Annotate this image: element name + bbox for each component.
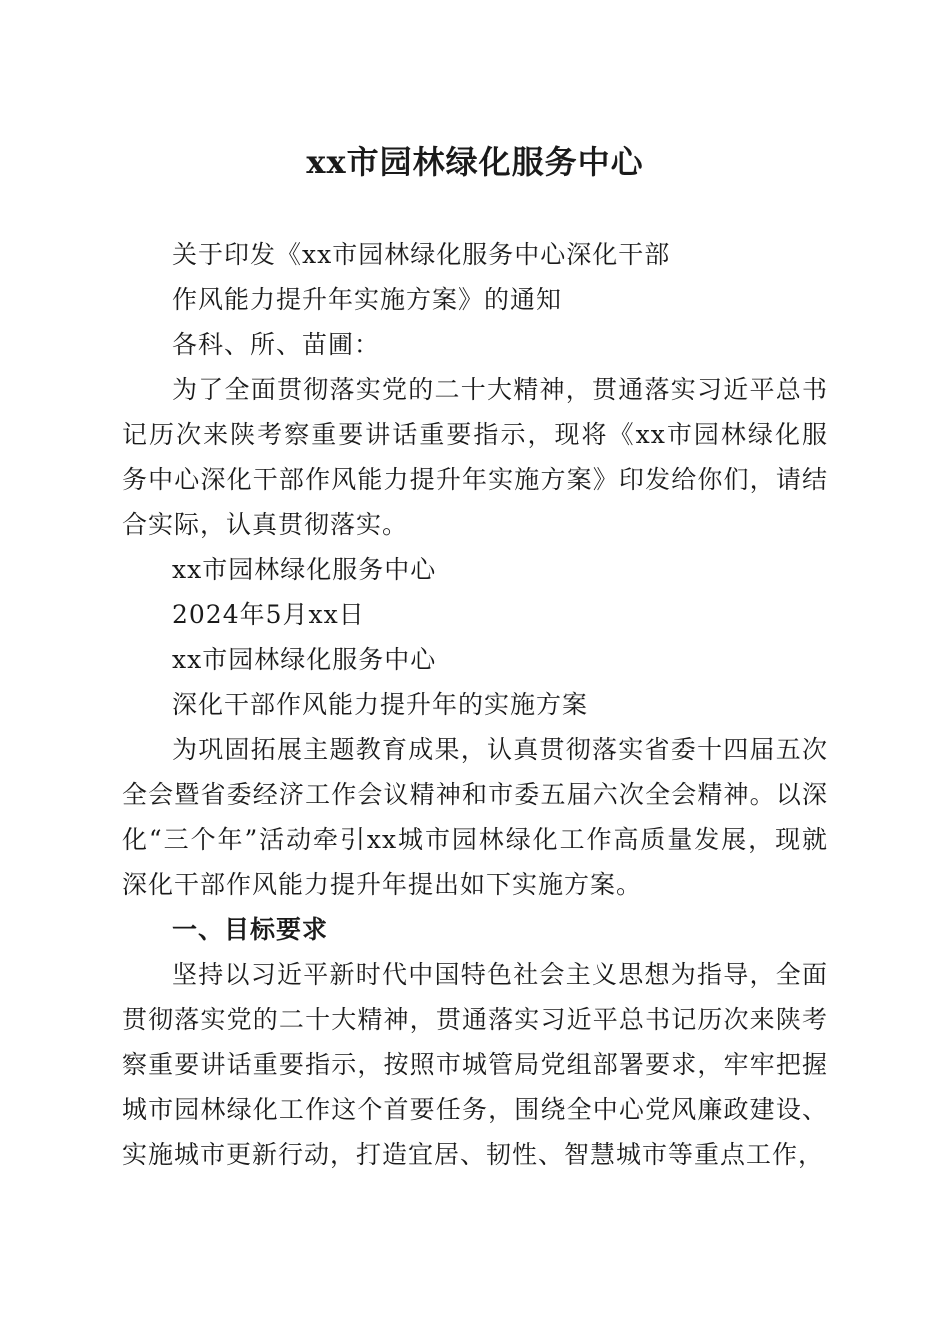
salutation: 各科、所、苗圃：	[172, 330, 381, 359]
plan-issuer-name: xx市园林绿化服务中心	[172, 645, 437, 674]
plan-title: 深化干部作风能力提升年的实施方案	[172, 690, 589, 719]
issue-date: 2024年5月xx日	[172, 600, 365, 629]
section-heading-goals: 一、目标要求	[172, 915, 329, 944]
notice-title-line-1: 关于印发《xx市园林绿化服务中心深化干部	[172, 240, 671, 269]
issuer-name: xx市园林绿化服务中心	[172, 555, 437, 584]
document-title: xx市园林绿化服务中心	[306, 143, 644, 181]
plan-intro-paragraph: 为巩固拓展主题教育成果，认真贯彻落实省委十四届五次全会暨省委经济工作会议精神和市委五届六次全会精神。以深化“三个年”活动牵引xx城市园林绿化工作高质量发展，现就深化干部作风能力提升年提出如下实施方案。	[122, 735, 828, 899]
notice-title-line-2: 作风能力提升年实施方案》的通知	[172, 285, 563, 314]
notice-body-paragraph: 为了全面贯彻落实党的二十大精神，贯通落实习近平总书记历次来陕考察重要讲话重要指示，现将《xx市园林绿化服务中心深化干部作风能力提升年实施方案》印发给你们，请结合实际，认真贯彻落实。	[122, 375, 828, 539]
document-body	[122, 232, 828, 1177]
goals-paragraph: 坚持以习近平新时代中国特色社会主义思想为指导，全面贯彻落实党的二十大精神，贯通落实习近平总书记历次来陕考察重要讲话重要指示，按照市城管局党组部署要求，牢牢把握城市园林绿化工作这个首要任务，围绕全中心党风廉政建设、实施城市更新行动，打造宜居、韧性、智慧城市等重点工作，	[122, 960, 828, 1169]
